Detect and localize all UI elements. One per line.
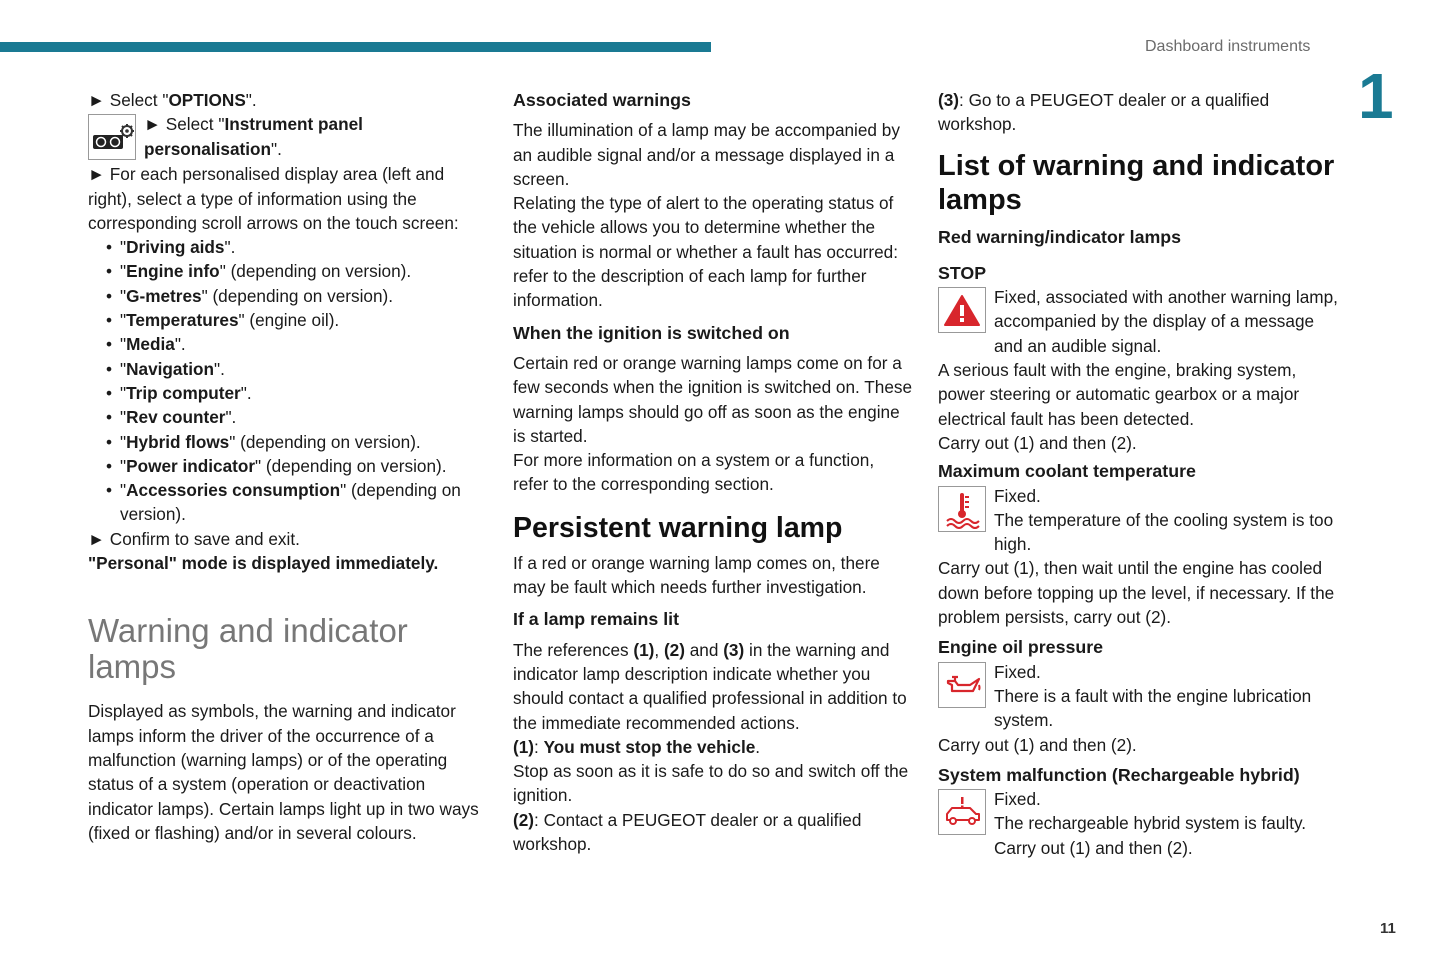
section-title: Dashboard instruments [1145, 38, 1311, 55]
list-item: • "Hybrid flows" (depending on version). [106, 430, 488, 454]
column-left [88, 88, 488, 845]
instrument-panel-settings-icon [88, 114, 136, 160]
persistent-lamp-text: If a red or orange warning lamp comes on, there may be fault which needs further investigation. [513, 552, 880, 598]
display-info-list [88, 235, 488, 527]
list-item: • "Driving aids". [106, 235, 488, 259]
references-text: The references (1), (2) and (3) in the warning and indicator lamp description indicate whether you should contact a qualified professional in addition to the immediate recommended actions. [513, 639, 907, 733]
lamp-remains-lit-heading: If a lamp remains lit [513, 609, 680, 630]
list-item: • "Trip computer". [106, 381, 488, 405]
lamp-list-heading: List of warning and indicator lamps [938, 149, 1335, 216]
page-number: 11 [1380, 920, 1396, 937]
coolant-temperature-icon [938, 486, 986, 532]
lamp-entry-oil: Fixed. There is a fault with the engine lubrication system. Carry out (1) and then (2). [938, 661, 1312, 755]
lamp-entry-coolant: Fixed. The temperature of the cooling system is too high. Carry out (1), then wait until the engine has cooled down before topping up the level, if necessary. If the problem persists, carry out (2). [938, 485, 1335, 628]
column-middle [513, 88, 913, 856]
persistent-lamp-heading: Persistent warning lamp [513, 511, 843, 544]
oil-can-icon [938, 662, 986, 708]
list-item: • "Accessories consumption" (depending on version). [106, 478, 488, 527]
reference-1-detail: Stop as soon as it is safe to do so and switch off the ignition. [513, 761, 909, 806]
lamp-title: Maximum coolant temperature [938, 461, 1196, 482]
personal-mode-note: "Personal" mode is displayed immediately. [88, 553, 439, 574]
list-item: • "Rev counter". [106, 405, 488, 429]
list-item: • "Power indicator" (depending on version). [106, 454, 488, 478]
lamp-title: System malfunction (Rechargeable hybrid) [938, 764, 1300, 785]
header-accent-bar [0, 42, 711, 52]
step-confirm: ► Confirm to save and exit. [88, 528, 300, 549]
warning-lamps-intro: Displayed as symbols, the warning and indicator lamps inform the driver of the occurrence of a malfunction (warning lamps) or of the operating status of a system (operation or deactivation indicator lamps). Certain lamps light up in two ways (fixed or flashing) and/or in several colours. [88, 701, 479, 843]
list-item: • "G-metres" (depending on version). [106, 284, 488, 308]
list-item: • "Media". [106, 332, 488, 356]
associated-warnings-text-1: The illumination of a lamp may be accompanied by an audible signal and/or a message displayed in a screen. [513, 120, 900, 189]
reference-1: (1): You must stop the vehicle. [513, 736, 761, 757]
list-item: • "Navigation". [106, 357, 488, 381]
step-select-panel: ► Select "Instrument panel personalisation". [88, 112, 488, 162]
step-select-options: ► Select "OPTIONS". [88, 90, 257, 110]
list-item: • "Engine info" (depending on version). [106, 259, 488, 283]
lamp-entry-hybrid: Fixed. The rechargeable hybrid system is faulty. Carry out (1) and then (2). [938, 787, 1338, 860]
reference-3: (3): Go to a PEUGEOT dealer or a qualified workshop. [938, 90, 1270, 135]
ignition-text-1: Certain red or orange warning lamps come on for a few seconds when the ignition is switched on. These warning lamps should go off as soon as the engine is started. [513, 352, 913, 446]
reference-2: (2): Contact a PEUGEOT dealer or a qualified workshop. [513, 809, 862, 855]
ignition-text-2: For more information on a system or a function, refer to the corresponding section. [513, 450, 875, 495]
hybrid-car-warning-icon [938, 789, 986, 835]
column-right [938, 88, 1338, 860]
stop-warning-triangle-icon [938, 287, 986, 333]
chapter-number: 1 [1358, 60, 1394, 132]
step-for-each-area: ► For each personalised display area (left and right), select a type of information using the corresponding scroll arrows on the touch screen: [88, 164, 459, 233]
lamp-entry-stop: Fixed, associated with another warning lamp, accompanied by the display of a message and an audible signal. A serious fault with the engine, braking system, power steering or automatic gearbox or a major electrical fault has been detected. Carry out (1) and then (2). [938, 287, 1338, 453]
associated-warnings-text-2: Relating the type of alert to the operating status of the vehicle allows you to determine whether the situation is normal or whether a fault has occurred: refer to the description of each lamp for further information. [513, 193, 898, 311]
ignition-heading: When the ignition is switched on [513, 322, 790, 343]
red-lamps-heading: Red warning/indicator lamps [938, 226, 1182, 247]
list-item: • "Temperatures" (engine oil). [106, 308, 488, 332]
associated-warnings-heading: Associated warnings [513, 90, 691, 110]
warning-lamps-heading: Warning and indicator lamps [88, 612, 408, 686]
lamp-title: STOP [938, 262, 987, 283]
lamp-title: Engine oil pressure [938, 637, 1104, 658]
